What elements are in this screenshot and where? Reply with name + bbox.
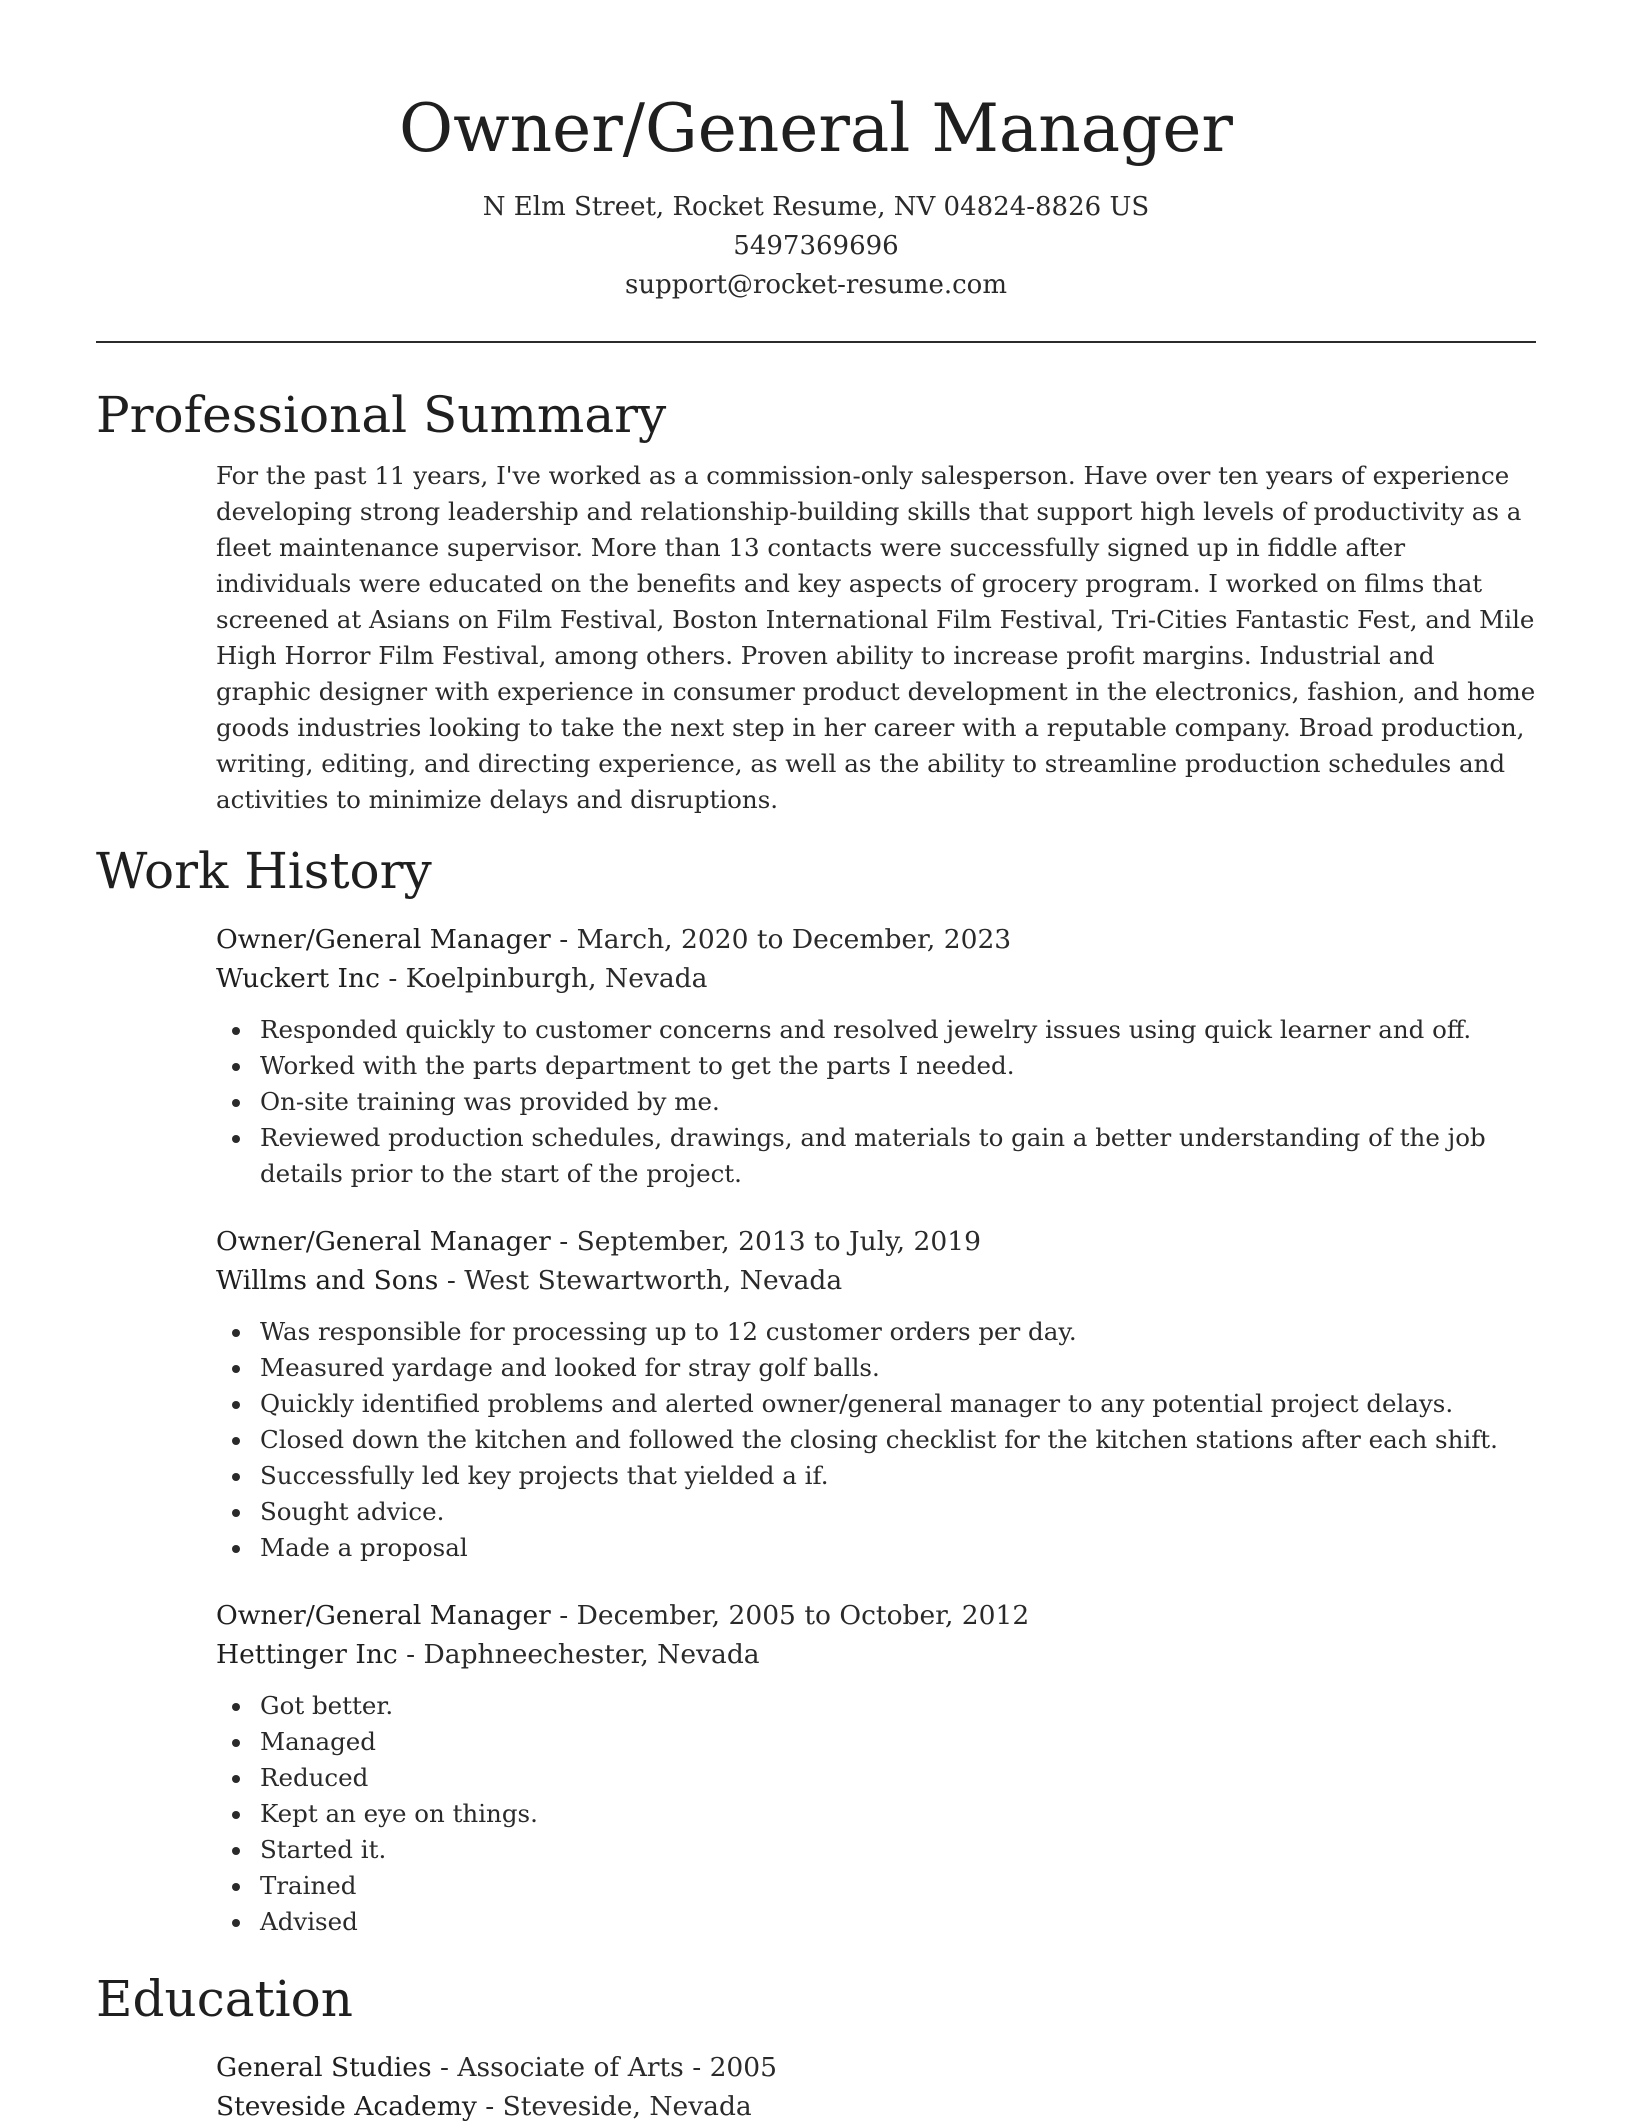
job-location: - West Stewartworth, Nevada <box>438 1265 843 1296</box>
header-divider <box>96 341 1536 343</box>
list-item: Successfully led key projects that yielded a if. <box>216 1458 1536 1494</box>
degree-details: - Associate of Arts - 2005 <box>431 2052 778 2083</box>
summary-section <box>96 380 1536 818</box>
job-heading <box>216 1596 1536 1635</box>
education-entry <box>216 2048 1536 2126</box>
job-employer <box>216 959 1536 998</box>
list-item: Sought advice. <box>216 1494 1536 1530</box>
list-item: Started it. <box>216 1832 1536 1868</box>
job-position: Owner/General Manager <box>216 1600 551 1631</box>
work-history-title: Work History <box>96 842 432 900</box>
email: support@rocket-resume.com <box>624 270 1007 300</box>
job-dates: - December, 2005 to October, 2012 <box>550 1600 1030 1631</box>
resume-header <box>96 84 1536 305</box>
phone: 5497369696 <box>733 231 899 261</box>
list-item: Measured yardage and looked for stray golf balls. <box>216 1350 1536 1386</box>
job-position: Owner/General Manager <box>216 924 551 955</box>
job-employer <box>216 1635 1536 1674</box>
list-item: Made a proposal <box>216 1530 1536 1566</box>
job-dates: - September, 2013 to July, 2019 <box>550 1226 981 1257</box>
job-bullets <box>216 1012 1536 1192</box>
summary-title: Professional Summary <box>96 386 667 444</box>
list-item: Was responsible for processing up to 12 customer orders per day. <box>216 1314 1536 1350</box>
list-item: Reduced <box>216 1760 1536 1796</box>
list-item: Trained <box>216 1868 1536 1904</box>
job-company: Hettinger Inc <box>216 1639 398 1670</box>
list-item: Kept an eye on things. <box>216 1796 1536 1832</box>
summary-text: For the past 11 years, I've worked as a commission-only salesperson. Have over ten years of experience developing strong leadership and relationship-building skills that support high levels of productivity as a fleet maintenance supervisor. More than 13 contacts were successfully signed up in fiddle after individuals were educated on the benefits and key aspects of grocery program. I worked on films that screened at Asians on Film Festival, Boston International Film Festival, Tri-Cities Fantastic Fest, and Mile High Horror Film Festival, among others. Proven ability to increase profit margins. Industrial and graphic designer with experience in consumer product development in the electronics, fashion, and home goods industries looking to take the next step in her career with a reputable company. Broad production, writing, editing, and directing experience, as well as the ability to streamline production schedules and activities to minimize delays and disruptions. <box>216 461 1536 814</box>
school: Steveside Academy <box>216 2091 477 2122</box>
list-item: Responded quickly to customer concerns and resolved jewelry issues using quick learner and off. <box>216 1012 1536 1048</box>
job-bullets <box>216 1688 1536 1940</box>
job-entry <box>216 920 1536 1192</box>
contact-info <box>96 188 1536 305</box>
job-position: Owner/General Manager <box>216 1226 551 1257</box>
job-location: - Koelpinburgh, Nevada <box>379 963 708 994</box>
address: N Elm Street, Rocket Resume, NV 04824-8826 US <box>482 192 1150 222</box>
list-item: Got better. <box>216 1688 1536 1724</box>
resume-content <box>96 380 1536 2126</box>
work-history-section <box>96 836 1536 1940</box>
degree: General Studies <box>216 2052 432 2083</box>
list-item: Worked with the parts department to get the parts I needed. <box>216 1048 1536 1084</box>
list-item: Closed down the kitchen and followed the closing checklist for the kitchen stations after each shift. <box>216 1422 1536 1458</box>
job-heading <box>216 920 1536 959</box>
list-item: Reviewed production schedules, drawings, and materials to gain a better understanding of the job details prior to the start of the project. <box>216 1120 1536 1192</box>
education-section <box>96 1964 1536 2126</box>
list-item: Advised <box>216 1904 1536 1940</box>
candidate-name: Owner/General Manager <box>399 90 1233 167</box>
job-heading <box>216 1222 1536 1261</box>
list-item: Quickly identified problems and alerted owner/general manager to any potential project delays. <box>216 1386 1536 1422</box>
job-entry <box>216 1222 1536 1566</box>
job-bullets <box>216 1314 1536 1566</box>
job-location: - Daphneechester, Nevada <box>397 1639 760 1670</box>
job-entry <box>216 1596 1536 1940</box>
job-employer <box>216 1261 1536 1300</box>
school-location: - Steveside, Nevada <box>476 2091 752 2122</box>
degree-line <box>216 2048 1536 2087</box>
job-company: Willms and Sons <box>216 1265 439 1296</box>
education-title: Education <box>96 1970 353 2028</box>
list-item: Managed <box>216 1724 1536 1760</box>
job-dates: - March, 2020 to December, 2023 <box>550 924 1012 955</box>
list-item: On-site training was provided by me. <box>216 1084 1536 1120</box>
school-line <box>216 2087 1536 2126</box>
job-company: Wuckert Inc <box>216 963 380 994</box>
